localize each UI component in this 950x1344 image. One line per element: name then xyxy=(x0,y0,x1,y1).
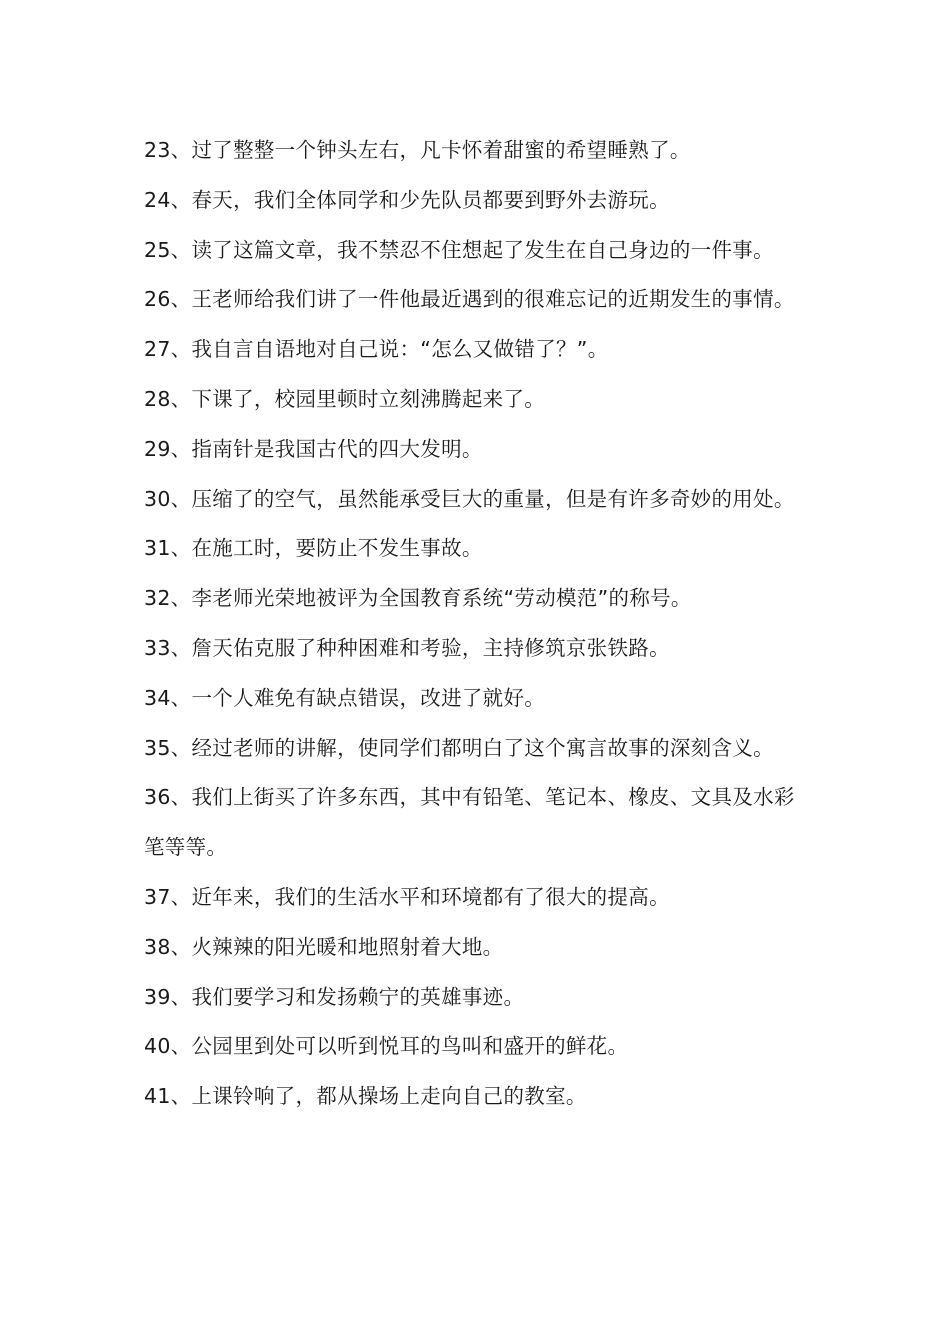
sentence-41: 41、上课铃响了，都从操场上走向自己的教室。 xyxy=(144,1084,587,1109)
sentence-36: 36、我们上街买了许多东西，其中有铅笔、笔记本、橡皮、文具及水彩笔等等。 xyxy=(144,785,795,860)
sentence-40: 40、公园里到处可以听到悦耳的鸟叫和盛开的鲜花。 xyxy=(144,1034,629,1059)
sentence-39: 39、我们要学习和发扬赖宁的英雄事迹。 xyxy=(144,984,525,1009)
sentence-27: 27、我自言自语地对自己说：“怎么又做错了？”。 xyxy=(144,337,609,362)
sentence-26: 26、王老师给我们讲了一件他最近遇到的很难忘记的近期发生的事情。 xyxy=(144,287,795,312)
sentence-24: 24、春天，我们全体同学和少先队员都要到野外去游玩。 xyxy=(144,187,670,212)
sentence-list xyxy=(144,126,814,1122)
sentence-33: 33、詹天佑克服了种种困难和考验，主持修筑京张铁路。 xyxy=(144,635,670,660)
sentence-34: 34、一个人难免有缺点错误，改进了就好。 xyxy=(144,685,546,710)
sentence-38: 38、火辣辣的阳光暖和地照射着大地。 xyxy=(144,934,504,959)
sentence-30: 30、压缩了的空气，虽然能承受巨大的重量，但是有许多奇妙的用处。 xyxy=(144,486,795,511)
sentence-29: 29、指南针是我国古代的四大发明。 xyxy=(144,436,483,461)
sentence-28: 28、下课了，校园里顿时立刻沸腾起来了。 xyxy=(144,386,546,411)
sentence-31: 31、在施工时，要防止不发生事故。 xyxy=(144,536,483,561)
sentence-37: 37、近年来，我们的生活水平和环境都有了很大的提高。 xyxy=(144,884,670,909)
sentence-25: 25、读了这篇文章，我不禁忍不住想起了发生在自己身边的一件事。 xyxy=(144,237,774,262)
sentence-32: 32、李老师光荣地被评为全国教育系统“劳动模范”的称号。 xyxy=(144,586,692,611)
sentence-23: 23、过了整整一个钟头左右，凡卡怀着甜蜜的希望睡熟了。 xyxy=(144,138,691,162)
sentence-35: 35、经过老师的讲解，使同学们都明白了这个寓言故事的深刻含义。 xyxy=(144,735,774,760)
